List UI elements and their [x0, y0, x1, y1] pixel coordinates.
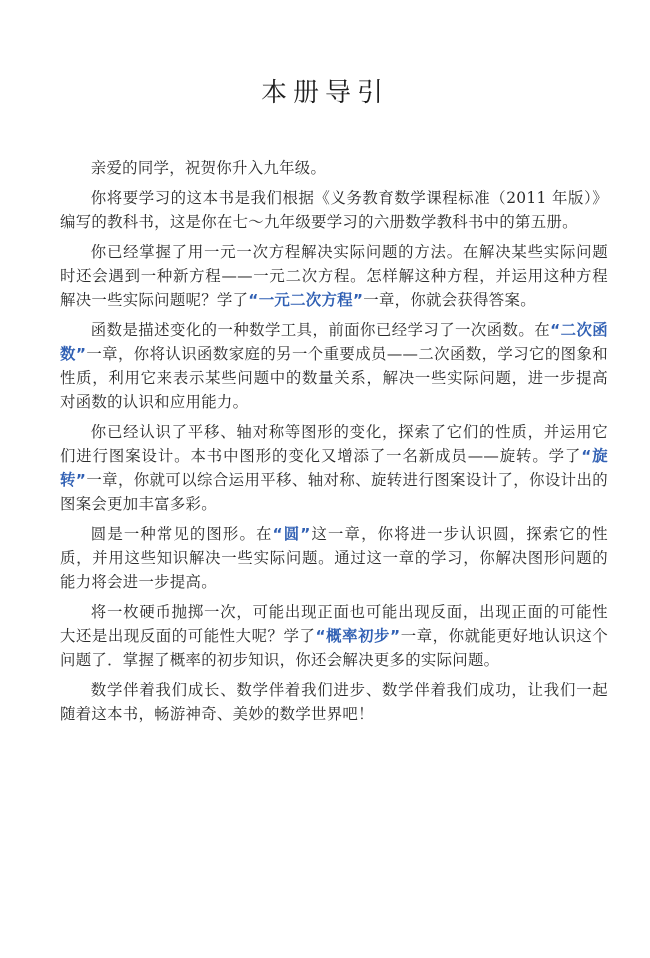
paragraph-3 [60, 240, 608, 312]
text-segment: 亲爱的同学，祝贺你升入九年级。 [90, 159, 327, 177]
chapter-highlight: “二次函数” [60, 321, 608, 363]
paragraph-4 [60, 318, 608, 414]
text-segment: 一章，你将认识函数家庭的另一个重要成员——二次函数，学习它的图象和性质，利用它来表示某些问题中的数量关系，解决一些实际问题，进一步提高对函数的认识和应用能力。 [60, 345, 608, 411]
chapter-highlight: “旋转” [60, 447, 608, 489]
text-segment: 一章，你就会获得答案。 [363, 291, 536, 309]
paragraph-1 [60, 156, 608, 180]
page-title: 本册导引 [260, 78, 389, 108]
text-segment: 你将要学习的这本书是我们根据《义务教育数学课程标准（2011 年版）》编写的教科书，这是你在七～九年级要学习的六册数学教科书中的第五册。 [60, 189, 608, 231]
paragraph-8 [60, 678, 608, 726]
text-segment: 一章，你就可以综合运用平移、轴对称、旋转进行图案设计了，你设计出的图案会更加丰富多彩。 [60, 471, 608, 513]
paragraph-5 [60, 420, 608, 516]
paragraph-6 [60, 522, 608, 594]
text-segment: 将一枚硬币抛掷一次，可能出现正面也可能出现反面，出现正面的可能性大还是出现反面的可能性大呢？学了 [60, 603, 608, 645]
text-segment: 数学伴着我们成长、数学伴着我们进步、数学伴着我们成功，让我们一起随着这本书，畅游神奇、美妙的数学世界吧！ [60, 681, 608, 723]
text-segment: 圆是一种常见的图形。在 [90, 525, 273, 543]
text-segment: 一章，你就能更好地认识这个问题了．掌握了概率的初步知识，你还会解决更多的实际问题。 [60, 627, 609, 669]
text-segment: 函数是描述变化的一种数学工具，前面你已经学习了一次函数。在 [90, 321, 551, 339]
paragraph-2 [60, 186, 608, 234]
text-segment: 这一章，你将进一步认识圆，探索它的性质，并用这些知识解决一些实际问题。通过这一章的学习，你解决图形问题的能力将会进一步提高。 [60, 525, 608, 591]
chapter-highlight: “概率初步” [315, 627, 401, 645]
paragraph-7 [60, 600, 608, 672]
body-text [60, 156, 608, 732]
text-segment: 你已经认识了平移、轴对称等图形的变化，探索了它们的性质，并运用它们进行图案设计。本书中图形的变化又增添了一名新成员——旋转。学了 [60, 423, 608, 465]
chapter-highlight: “圆” [272, 525, 311, 543]
chapter-highlight: “一元二次方程” [248, 291, 364, 309]
text-segment: 你已经掌握了用一元一次方程解决实际问题的方法。在解决某些实际问题时还会遇到一种新方程——一元二次方程。怎样解这种方程，并运用这种方程解决一些实际问题呢？学了 [60, 243, 608, 309]
